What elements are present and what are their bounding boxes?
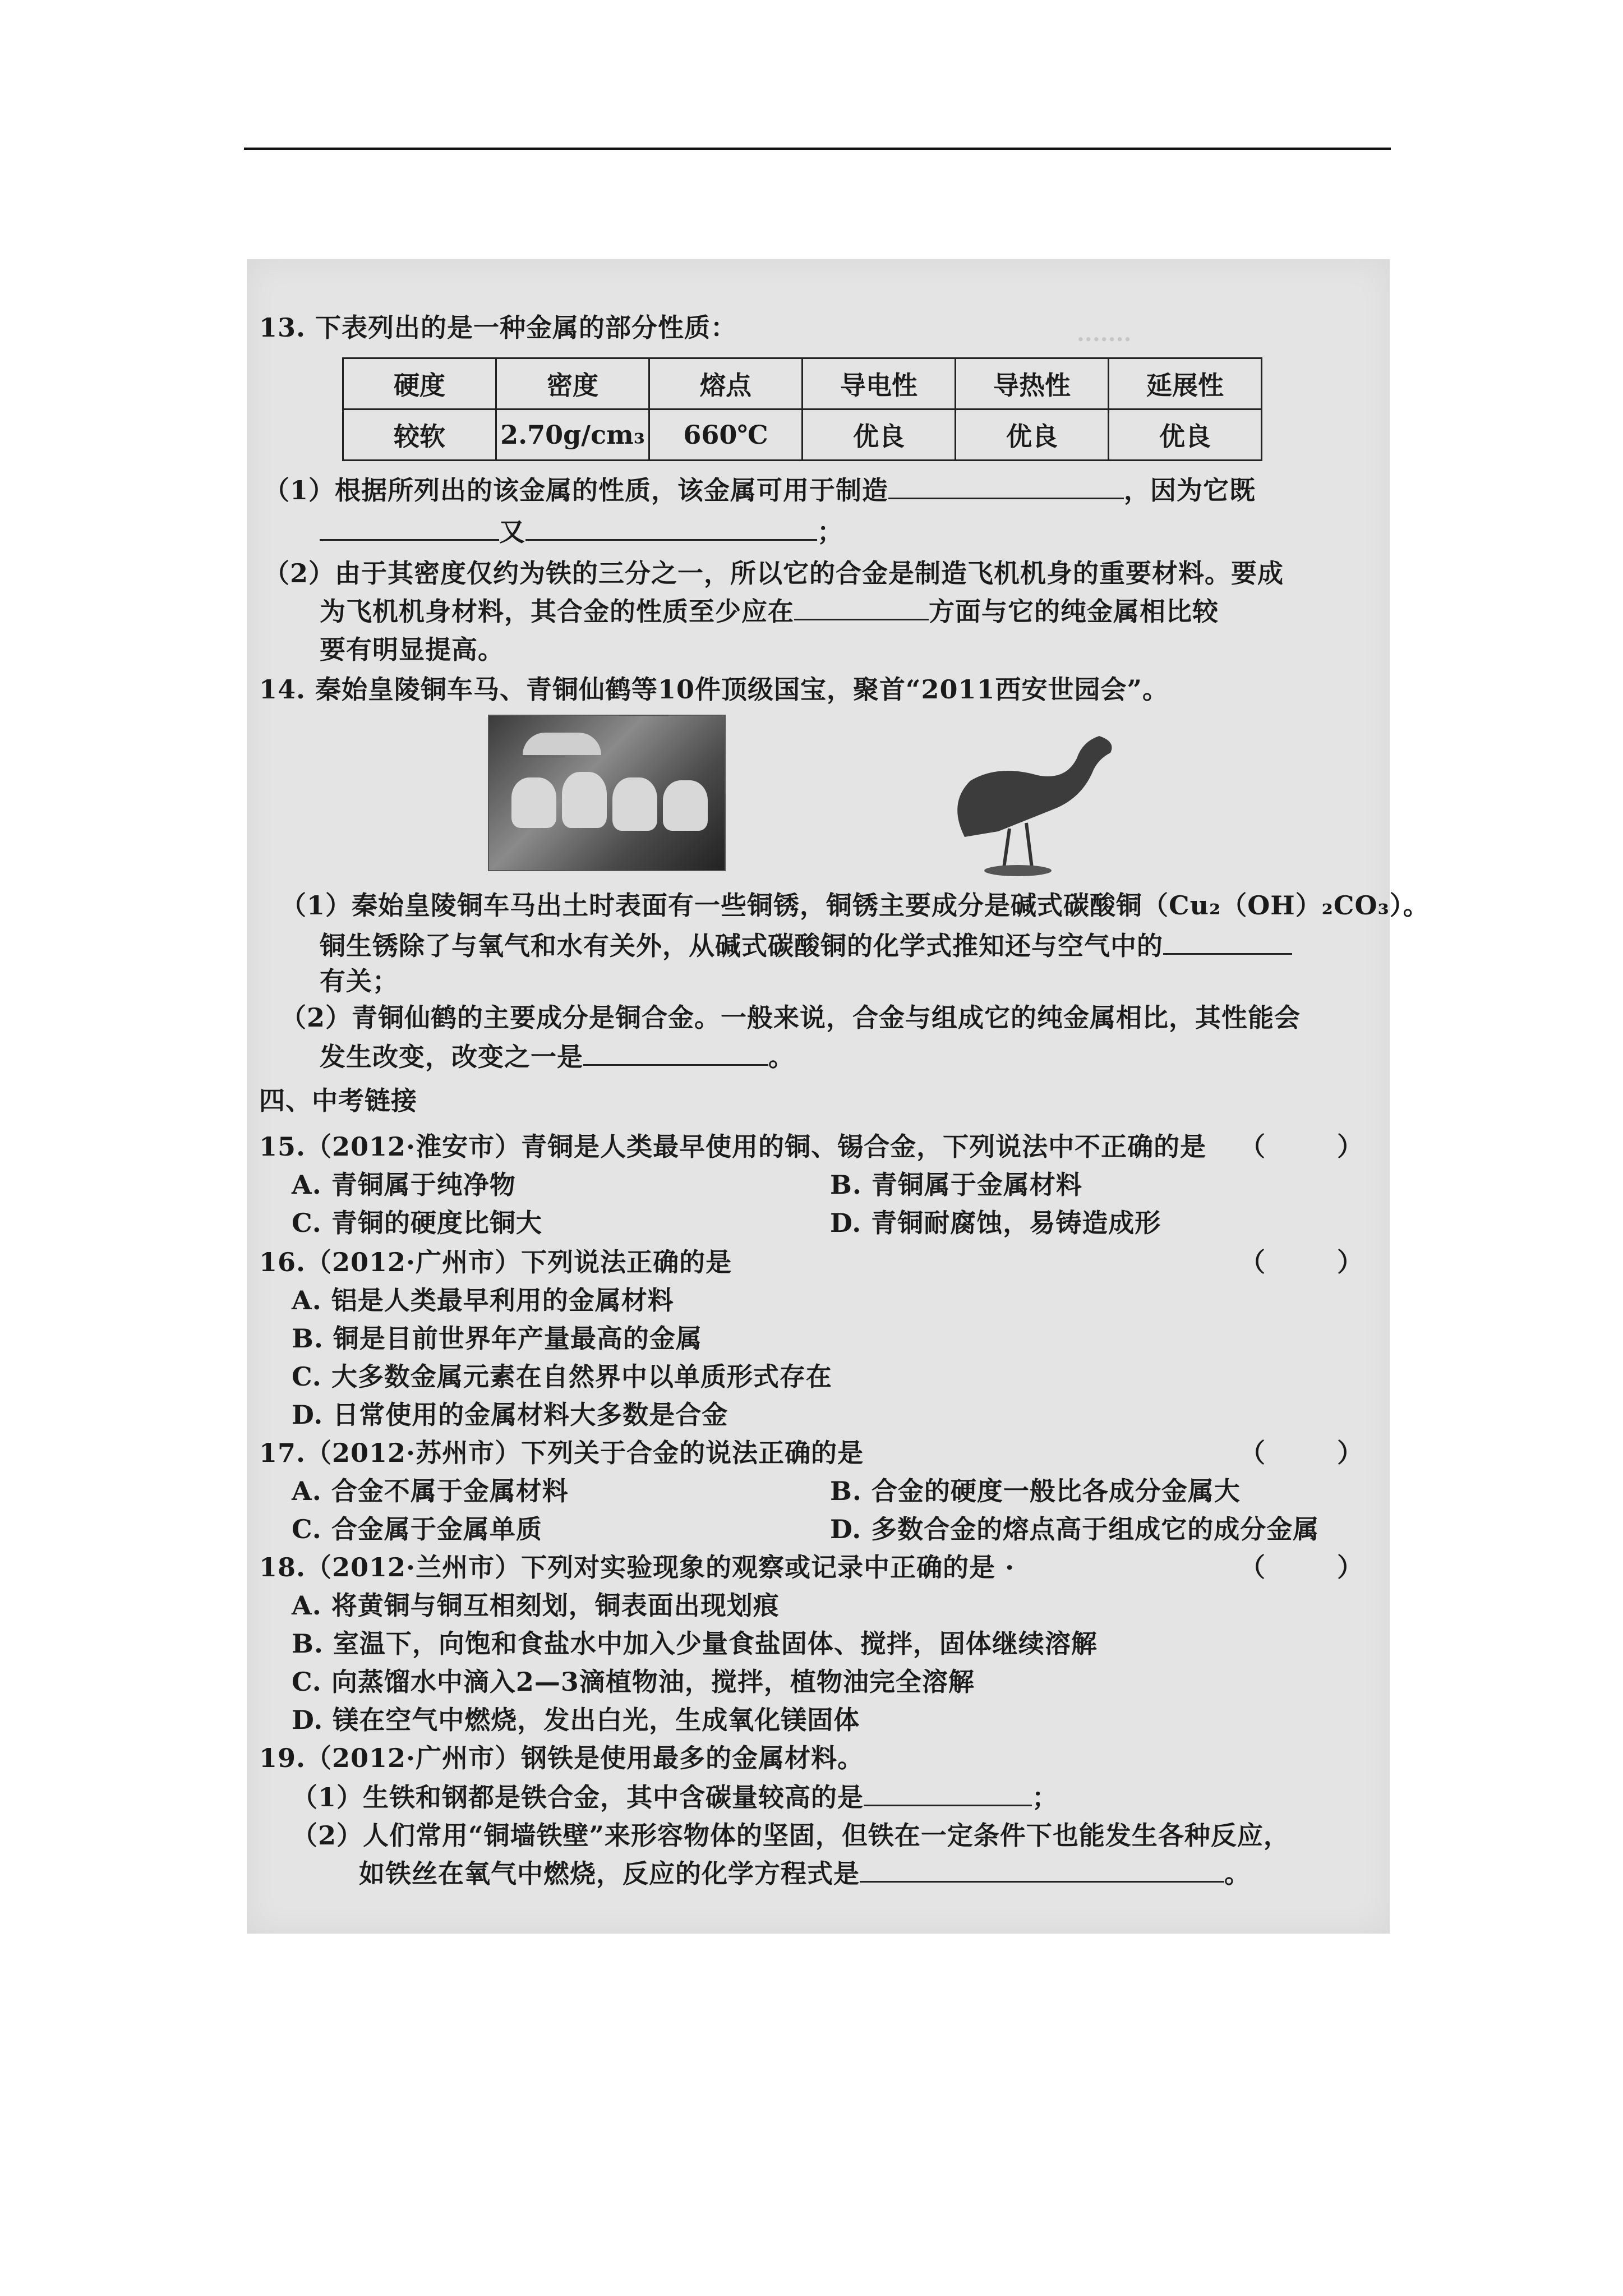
q18-option-d: D. 镁在空气中燃烧，发出白光，生成氧化镁固体: [292, 1705, 860, 1735]
bronze-crane-illustration: [914, 719, 1133, 882]
q13-property-table: [342, 357, 1262, 461]
q19-part2-line1: （2）人们常用“铜墙铁壁”来形容物体的坚固，但铁在一定条件下也能发生各种反应，: [292, 1820, 1290, 1851]
q15-option-b: B. 青铜属于金属材料: [830, 1170, 1082, 1200]
answer-blank[interactable]: [864, 1780, 1032, 1806]
q15-option-c: C. 青铜的硬度比铜大: [292, 1208, 542, 1238]
answer-blank[interactable]: [1163, 928, 1292, 955]
q13-part1-line2: [320, 514, 843, 550]
q19-part2-line2: [359, 1856, 1251, 1892]
q13-part2-line3: 要有明显提高。: [320, 634, 504, 665]
answer-paren[interactable]: （ ）: [1239, 1131, 1363, 1162]
table-cell: 660℃: [649, 409, 803, 461]
answer-blank[interactable]: [888, 473, 1124, 499]
q15-option-a: A. 青铜属于纯净物: [292, 1170, 516, 1200]
answer-blank[interactable]: [320, 514, 499, 541]
q16-stem: 16.（2012·广州市）下列说法正确的是: [259, 1247, 732, 1277]
q17-stem: 17.（2012·苏州市）下列关于合金的说法正确的是: [259, 1438, 864, 1468]
crane-icon: [914, 719, 1133, 882]
table-header-cell: 密度: [496, 358, 649, 409]
table-header-cell: 导电性: [803, 358, 956, 409]
horse-shape: [562, 772, 607, 828]
table-cell: 优良: [956, 409, 1109, 461]
q15-stem: 15.（2012·淮安市）青铜是人类最早使用的铜、锡合金，下列说法中不正确的是: [259, 1131, 1207, 1162]
q14-part2-line2: [320, 1039, 795, 1075]
q18-option-a: A. 将黄铜与铜互相刻划，铜表面出现划痕: [292, 1590, 780, 1621]
answer-paren[interactable]: （ ）: [1239, 1438, 1363, 1468]
q17-option-a: A. 合金不属于金属材料: [292, 1476, 569, 1506]
q17-option-c: C. 合金属于金属单质: [292, 1514, 542, 1544]
section-heading: 四、中考链接: [259, 1085, 417, 1116]
bronze-chariot-photo: [488, 715, 726, 871]
table-cell: 优良: [1109, 409, 1262, 461]
table-header-cell: 硬度: [343, 358, 496, 409]
q14-part2-line1: （2）青铜仙鹤的主要成分是铜合金。一般来说，合金与组成它的纯金属相比，其性能会: [280, 1002, 1301, 1033]
q19-part1-text-b: ；: [1032, 1782, 1059, 1812]
header-rule: [244, 148, 1391, 150]
horse-shape: [511, 777, 556, 828]
q16-option-d: D. 日常使用的金属材料大多数是合金: [292, 1400, 728, 1430]
q18-option-b: B. 室温下，向饱和食盐水中加入少量食盐固体、搅拌，固体继续溶解: [292, 1628, 1098, 1659]
q13-part1-line1: [264, 472, 1256, 508]
q17-option-d: D. 多数合金的熔点高于组成它的成分金属: [830, 1514, 1320, 1544]
q13-part1-text-b: ，因为它既: [1124, 475, 1256, 505]
answer-paren[interactable]: （ ）: [1239, 1247, 1363, 1277]
q13-part1-text-d: ；: [817, 517, 843, 547]
q13-part1-text-c: 又: [499, 517, 525, 547]
q19-part1-text-a: （1）生铁和钢都是铁合金，其中含碳量较高的是: [292, 1782, 864, 1812]
q14-part1-line1: （1）秦始皇陵铜车马出土时表面有一些铜锈，铜锈主要成分是碱式碳酸铜（Cu₂（OH）₂CO₃）。: [280, 890, 1430, 921]
q17-option-b: B. 合金的硬度一般比各成分金属大: [830, 1476, 1241, 1506]
table-header-cell: 导热性: [956, 358, 1109, 409]
q13-part2-text-c: 方面与它的纯金属相比较: [929, 596, 1219, 627]
q13-part2-text-b: 为飞机机身材料，其合金的性质至少应在: [320, 596, 794, 627]
q14-part2-text-b: 发生改变，改变之一是: [320, 1042, 583, 1072]
q19-part1: [292, 1779, 1058, 1815]
answer-blank[interactable]: [794, 594, 929, 620]
q19-part2-text-c: 。: [1224, 1858, 1251, 1889]
q16-option-b: B. 铜是目前世界年产量最高的金属: [292, 1323, 702, 1354]
answer-blank[interactable]: [860, 1856, 1224, 1883]
q19-stem: 19.（2012·广州市）钢铁是使用最多的金属材料。: [259, 1743, 864, 1773]
q16-option-c: C. 大多数金属元素在自然界中以单质形式存在: [292, 1361, 832, 1392]
answer-paren[interactable]: （ ）: [1239, 1552, 1363, 1582]
q15-option-d: D. 青铜耐腐蚀，易铸造成形: [830, 1208, 1161, 1238]
bleed-through-text: ·······: [1077, 326, 1132, 353]
table-cell: 优良: [803, 409, 956, 461]
q13-part2-line2: [320, 593, 1219, 629]
horse-shape: [663, 780, 708, 831]
table-header-cell: 延展性: [1109, 358, 1262, 409]
q18-stem: 18.（2012·兰州市）下列对实验现象的观察或记录中正确的是 ·: [259, 1552, 1015, 1582]
table-cell: 2.70g/cm₃: [496, 409, 649, 461]
q19-part2-text-b: 如铁丝在氧气中燃烧，反应的化学方程式是: [359, 1858, 860, 1889]
q14-part1-line2: [320, 928, 1292, 964]
q13-part1-text-a: （1）根据所列出的该金属的性质，该金属可用于制造: [264, 475, 889, 505]
table-header-cell: 熔点: [649, 358, 803, 409]
q13-part2-line1: （2）由于其密度仅约为铁的三分之一，所以它的合金是制造飞机机身的重要材料。要成: [264, 558, 1284, 588]
scanned-worksheet: [247, 259, 1430, 1934]
horse-shape: [612, 777, 657, 831]
q18-option-c: C. 向蒸馏水中滴入2—3滴植物油，搅拌，植物油完全溶解: [292, 1667, 975, 1697]
answer-blank[interactable]: [525, 514, 817, 541]
q14-part1-line3: 有关；: [320, 966, 399, 996]
q13-stem: 13. 下表列出的是一种金属的部分性质：: [259, 312, 737, 343]
chariot-umbrella-shape: [523, 733, 601, 755]
q14-part1-text-b: 铜生锈除了与氧气和水有关外，从碱式碳酸铜的化学式推知还与空气中的: [320, 931, 1163, 961]
table-header-row: [343, 358, 1262, 409]
table-cell: 较软: [343, 409, 496, 461]
q16-option-a: A. 铝是人类最早利用的金属材料: [292, 1285, 674, 1315]
q14-part2-text-c: 。: [768, 1042, 795, 1072]
table-row: [343, 409, 1262, 461]
q14-stem: 14. 秦始皇陵铜车马、青铜仙鹤等10件顶级国宝，聚首“2011西安世园会”。: [259, 674, 1169, 705]
answer-blank[interactable]: [583, 1039, 768, 1066]
